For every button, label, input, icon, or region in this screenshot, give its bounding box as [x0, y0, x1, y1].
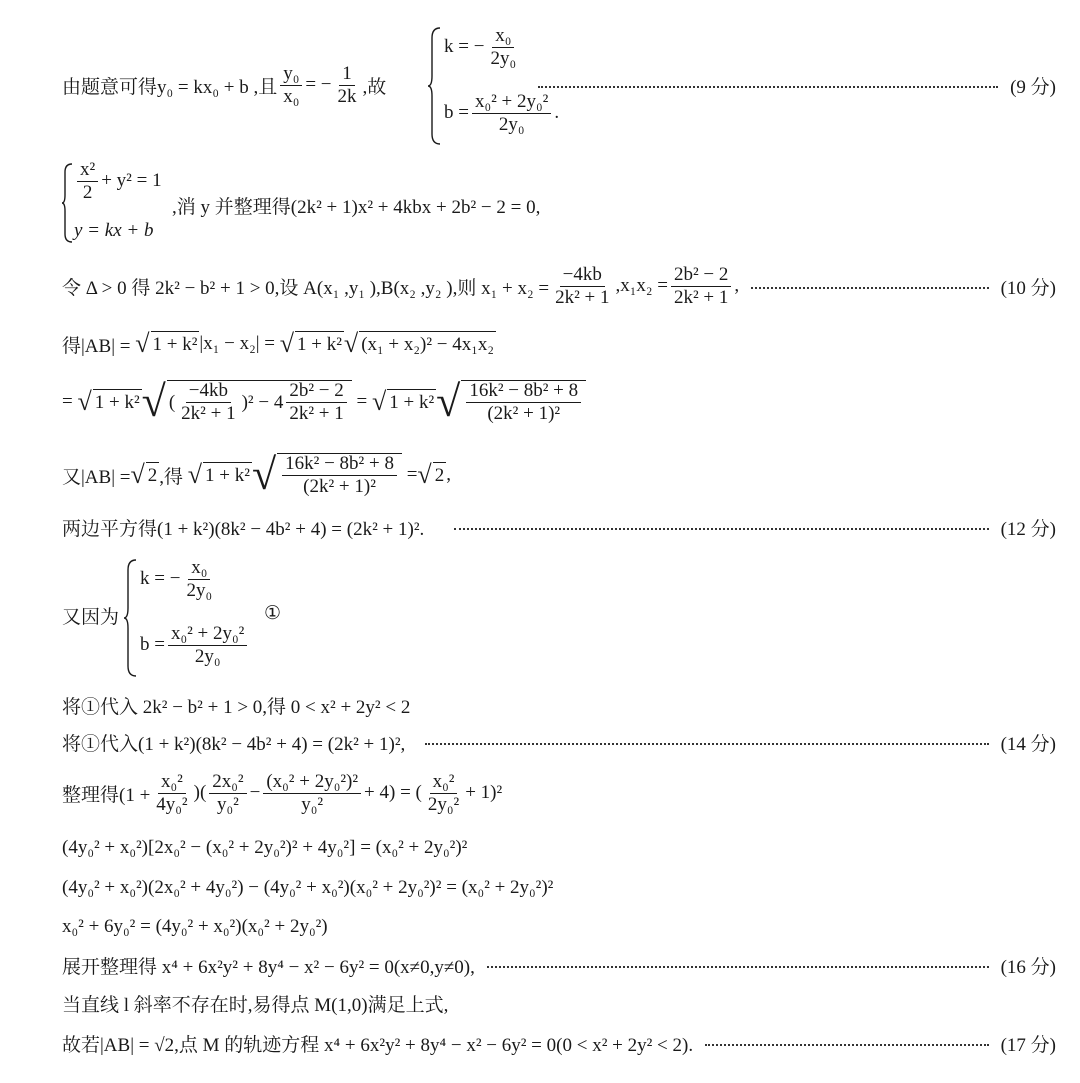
text-segment: 展开整理得 x⁴ + 6x²y² + 8y⁴ − x² − 6y² = 0(x≠0,y≠0), [62, 956, 475, 978]
fraction: $\frac{\text{2x₀²}}{\text{y₀²}}$ [209, 772, 246, 815]
sqrt: √ (x₁ + x₂)² − 4x₁x₂ [343, 329, 494, 358]
text-segment: ,消 y 并整理得(2k² + 1)x² + 4kbx + 2b² − 2 = 0, [172, 196, 541, 218]
text-segment: )( [193, 782, 207, 803]
text-segment: 由题意可得 [62, 76, 158, 98]
fraction: $\frac{1}{2k}$ [337, 62, 357, 107]
brace-icon [124, 558, 138, 678]
line-6 [62, 448, 1056, 502]
sqrt: √ $\frac{\text{16k² − 8b² + 8}}{\text{(2k² + 1)²}}$ [252, 453, 402, 497]
fraction: $\frac{\text{x₀²}}{\text{2y₀²}}$ [427, 770, 460, 815]
fraction: $\frac{\text{(x₀² + 2y₀²)²}}{\text{y₀²}}$ [263, 772, 361, 815]
leader-dots [425, 743, 988, 745]
sqrt: √ 1 + k² [279, 329, 342, 358]
fraction: $\frac{\text{2b² − 2}}{\text{2k² + 1}}$ [671, 265, 731, 308]
text-segment: x₀² + 6y₀² = (4y₀² + x₀²)(x₀² + 2y₀²) [62, 916, 328, 937]
text-segment: − [249, 782, 261, 803]
fraction: $\frac{\text{y₀}}{\text{x₀}}$ [280, 64, 302, 107]
leader-dots [705, 1044, 989, 1046]
text-segment: |x₁ − x₂| = [199, 333, 275, 354]
line-15 [62, 950, 1056, 980]
sqrt: √ 1 + k² [77, 387, 140, 416]
leader-dots [751, 287, 988, 289]
text-segment: + 4) = ( [364, 782, 422, 803]
line-17 [62, 1028, 1056, 1058]
text-segment: + 1)² [465, 782, 503, 803]
line-5 [62, 375, 1056, 429]
text-segment: 将①代入(1 + k²)(8k² − 4b² + 4) = (2k² + 1)², [62, 733, 406, 755]
line-14 [62, 912, 1056, 942]
leader-dots [487, 966, 989, 968]
equation-system: $\frac{\text{x²}}{2}$ + y² = 1 y = kx + b [62, 160, 182, 246]
score-label: (12 分) [1000, 518, 1056, 540]
line-11 [62, 765, 1056, 821]
sqrt: √ 2 [130, 460, 158, 489]
sqrt: √ 1 + k² [187, 460, 250, 489]
text-segment: 故若|AB| = √2,点 M 的轨迹方程 x⁴ + 6x²y² + 8y⁴ − x² − 6y² = 0(0 < x² + 2y² < 2). [62, 1034, 694, 1056]
text-segment: ,x₁x₂ = [615, 275, 668, 296]
line-10 [62, 727, 1056, 757]
line-16 [62, 988, 1056, 1018]
score-label: (17 分) [1000, 1034, 1056, 1056]
text-segment: (4y₀² + x₀²)(2x₀² + 4y₀²) − (4y₀² + x₀²)(x₀² + 2y₀²)² = (x₀² + 2y₀²)² [62, 877, 554, 898]
text-segment: 得|AB| = [62, 335, 131, 357]
sqrt: √ 2 [417, 460, 445, 489]
text-segment: = [62, 391, 73, 412]
circled-one-mark: ① [264, 603, 282, 624]
leader-dots [454, 528, 988, 530]
brace-icon [428, 26, 442, 146]
text-segment: (4y₀² + x₀²)[2x₀² − (x₀² + 2y₀²)² + 4y₀²] = (x₀² + 2y₀²)² [62, 837, 468, 858]
leader-dots [538, 86, 998, 88]
fraction: $\frac{\text{x₀²}}{\text{4y₀²}}$ [156, 770, 188, 815]
sqrt: √ 1 + k² [371, 387, 435, 416]
line-13 [62, 873, 1056, 903]
text-segment: 令 Δ > 0 得 2k² − b² + 1 > 0,设 A(x₁ ,y₁ ),B(x₂ ,y₂ ),则 x₁ + x₂ = [62, 277, 550, 299]
text-segment: = − [305, 74, 332, 95]
text-segment: 当直线 l 斜率不存在时,易得点 M(1,0)满足上式, [62, 994, 449, 1016]
text-segment: = [356, 391, 368, 412]
text-segment: = [406, 464, 418, 485]
score-label: (14 分) [1000, 733, 1056, 755]
text-segment: 又|AB| = [62, 466, 131, 488]
score-label: (10 分) [1000, 277, 1056, 299]
score-label: (16 分) [1000, 956, 1056, 978]
line-2 [172, 190, 1056, 220]
equation-system: k = − $\frac{\text{x₀}}{\text{2y₀}}$ b = $\frac{\text{x₀² + 2y₀²}}{\text{2y₀}}$ ① [124, 556, 294, 680]
text-segment: , [734, 275, 740, 296]
equation: y₀ = kx₀ + b ,且 [157, 76, 278, 98]
text-segment: 整理得(1 + [62, 784, 151, 806]
sqrt: √ 1 + k² [135, 329, 198, 358]
brace-icon [62, 162, 74, 244]
line-9 [62, 690, 1056, 720]
text-segment: 两边平方得(1 + k²)(8k² − 4b² + 4) = (2k² + 1)². [62, 518, 425, 540]
line-4 [62, 328, 1056, 360]
score-label: (9 分) [1010, 76, 1056, 98]
text-segment: 将①代入 2k² − b² + 1 > 0,得 0 < x² + 2y² < 2 [62, 696, 411, 718]
fraction: $\frac{-4kb}{\text{2k² + 1}}$ [555, 263, 610, 308]
line-12 [62, 833, 1056, 863]
text-segment: ,故 [362, 76, 387, 98]
text-segment: 又因为 [62, 606, 120, 628]
text-segment: ,得 [159, 466, 184, 488]
line-7 [62, 512, 1056, 542]
text-segment: , [446, 464, 451, 485]
sqrt: √ $\frac{\text{16k² − 8b² + 8}}{\text{(2k² + 1)²}}$ [436, 380, 586, 424]
sqrt: √ ( $\frac{-4kb}{\text{2k² + 1}}$ )² − 4 $\frac{\text{2b² − 2}}{\text{2k² + 1}}$ [142, 380, 352, 424]
equation-system: k = − $\frac{\text{x₀}}{\text{2y₀}}$ b = $\frac{\text{x₀² + 2y₀²}}{\text{2y₀}}$ . [428, 24, 568, 148]
line-3 [62, 262, 1056, 310]
